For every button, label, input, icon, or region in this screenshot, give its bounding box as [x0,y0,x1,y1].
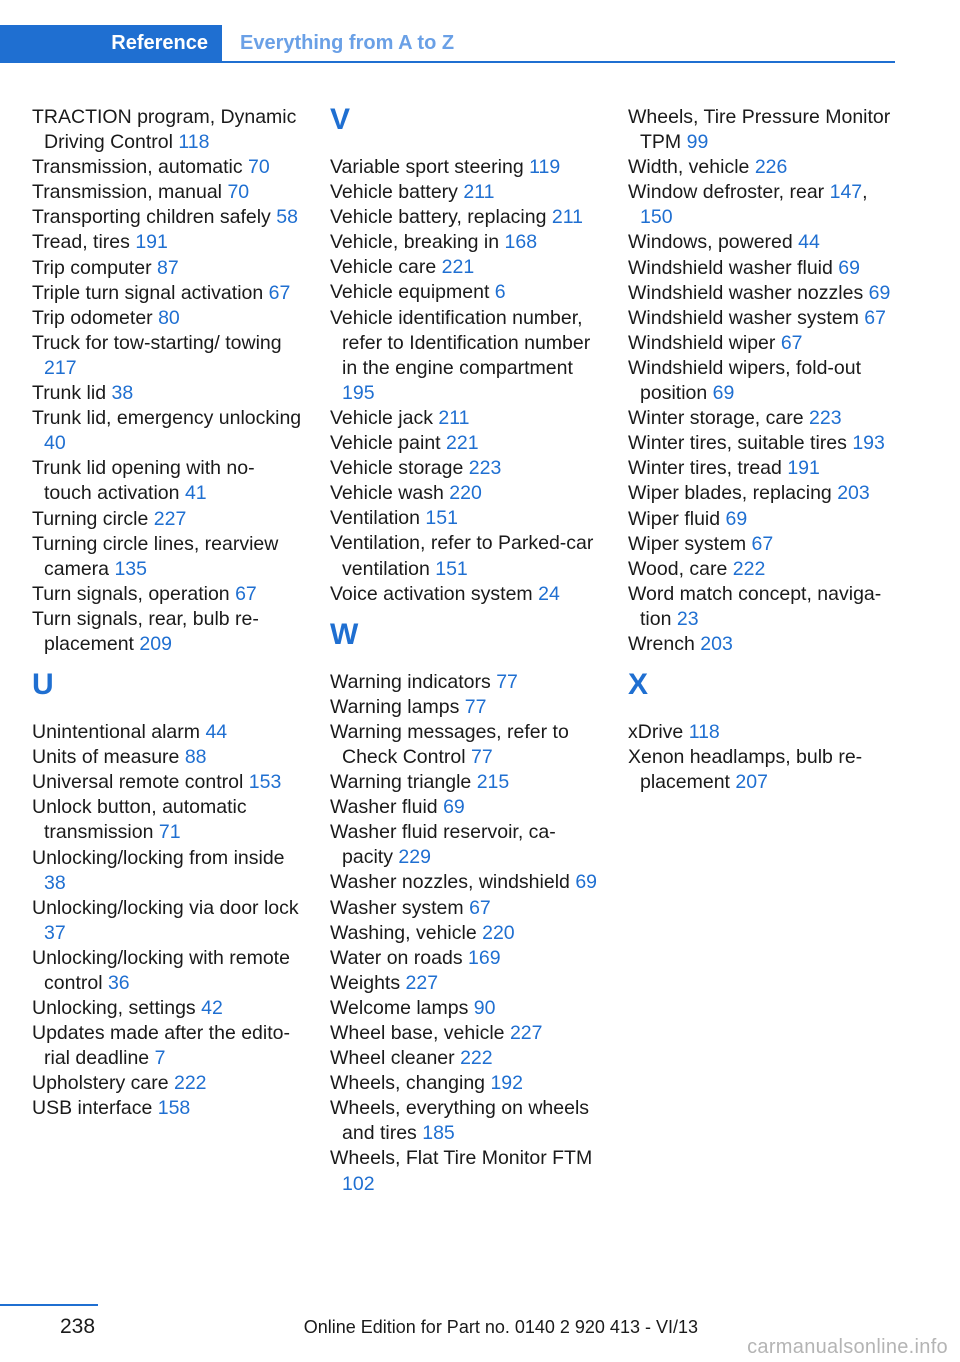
index-entry [32,456,302,506]
index-entry-text: Transmission, automatic [32,156,243,179]
index-column-2 [330,105,600,1197]
index-entry-text: TRACTION program, Dynamic Driving Control [32,106,297,154]
page-reference-link[interactable]: 191 [787,457,820,480]
index-entry-text: Unlocking/locking with remote control [32,946,290,994]
index-entry [330,1071,600,1096]
index-entry-text: Washer fluid reservoir, capacity [330,821,556,869]
index-entry-text: Warning indicators [330,670,491,693]
page-reference-link[interactable]: 229 [398,846,431,869]
index-entry-text: Weights [330,971,401,994]
index-column-3 [628,105,898,795]
index-entry [330,695,600,720]
page-reference-link[interactable]: 226 [754,156,788,179]
index-entry [628,331,898,356]
page-reference-link[interactable]: 151 [435,557,468,580]
index-entry [32,996,302,1021]
index-entry [628,745,898,795]
index-entry-text: Warning lamps [330,695,460,718]
index-entry [330,280,600,305]
page-reference-link[interactable]: 24 [538,582,560,605]
index-entry-text: Turn signals, operation [32,582,230,605]
index-entry-text: Trip odometer [32,306,153,329]
index-entry-text: Variable sport steering [330,156,524,178]
page-reference-link[interactable]: 90 [473,996,496,1019]
index-entry-text: Winter tires, tread [628,457,782,480]
index-entry [628,155,898,180]
index-entry-text: Wheels, Tire Pressure Monitor TPM [628,106,891,154]
index-entry [330,205,600,230]
index-entry-text: Washer system [330,896,464,919]
index-entry [330,230,600,255]
index-entry-text: Width, vehicle [628,156,750,179]
page-reference-link[interactable]: 42 [201,997,223,1020]
index-entry [628,481,898,506]
page-reference-link[interactable]: 38 [44,871,66,894]
page-reference-link[interactable]: 223 [468,457,502,480]
page-reference-link[interactable]: 36 [107,972,130,994]
subsection-title: Everything from A to Z [240,31,455,54]
index-entry-text: Unlocking/locking via door lock [32,896,299,919]
index-entry-text: Updates made after the editorial deadline [32,1022,290,1070]
index-entry-text: Window defroster, rear [628,181,825,204]
page-reference-link[interactable]: 44 [205,721,228,744]
index-entry-text: Vehicle equipment [330,281,490,304]
page-reference-link[interactable]: 69 [838,256,860,279]
page-reference-link[interactable]: 215 [476,771,510,794]
page-reference-link[interactable]: 58 [276,206,298,229]
index-entry-text: Vehicle storage [330,457,464,480]
page-reference-link[interactable]: 147 [829,181,863,204]
index-entry [330,946,600,971]
index-entry [628,306,898,331]
index-entry-text: Warning triangle [330,771,472,794]
page-reference-link[interactable]: 67 [780,331,803,354]
index-entry-text: Winter storage, care [628,407,804,430]
page-reference-link[interactable]: 227 [509,1022,543,1044]
index-entry-text: Vehicle care [330,256,437,279]
index-entry-text: Washing, vehicle [330,921,477,944]
index-entry [32,180,302,205]
index-entry-text: Unlocking, settings [32,997,196,1020]
index-entry-text: Turning circle lines, rearview camera [32,532,279,580]
index-entry [330,531,600,581]
index-entry-text: Water on roads [330,946,463,969]
index-entry [330,481,600,506]
index-entry [628,582,898,632]
index-entry [628,230,898,255]
index-entry-text: Turn signals, rear, bulb replacement [32,607,259,655]
index-entry-text: Wiper fluid [628,507,721,530]
page-reference-link[interactable]: 7 [154,1047,166,1070]
page-reference-link[interactable]: 217 [44,356,77,379]
index-entry [330,1096,600,1146]
page-reference-link[interactable]: 69 [868,281,891,304]
page-reference-link[interactable]: 6 [494,281,506,304]
page-reference-link[interactable]: 118 [178,131,210,154]
page-reference-link[interactable]: 193 [852,432,885,455]
index-entry-text: Trunk lid [32,382,107,405]
page-reference-link[interactable]: 70 [227,181,250,204]
index-entry [32,795,302,845]
index-entry [32,331,302,381]
page-reference-link[interactable]: 221 [446,432,479,455]
index-entry-text: Wiper system [628,532,747,555]
page-reference-link[interactable]: 168 [504,231,538,254]
index-entry-text: Windshield wiper [628,331,776,354]
index-entry [330,582,600,607]
index-entry [628,406,898,431]
index-entry [32,281,302,306]
index-entry [32,507,302,532]
index-entry-text: Trip computer [32,256,152,279]
page-reference-link[interactable]: 223 [809,407,842,430]
edition-note: Online Edition for Part no. 0140 2 920 413 - VI/13 [303,1317,698,1337]
index-entry-text: Vehicle paint [330,432,441,455]
index-entry [330,795,600,820]
page-reference-link[interactable]: 220 [449,482,482,505]
index-entry [628,256,898,281]
page-reference-link[interactable]: 203 [700,632,733,655]
index-entry [32,1071,302,1096]
index-entry-text: Wheels, Flat Tire Monitor FTM [330,1147,593,1170]
index-entry [330,896,600,921]
index-letter-heading: W [330,617,359,651]
page-reference-link[interactable]: 211 [463,181,495,204]
page-reference-link[interactable]: 211 [438,406,470,429]
index-entry-text: Wheels, everything on wheels and tires [330,1097,590,1145]
index-entry-text: Wheels, changing [330,1072,486,1095]
index-entry [628,281,898,306]
index-entry-text: Wheel base, vehicle [330,1022,505,1044]
index-entry [330,720,600,770]
footer-rule [0,1304,98,1306]
page-reference-link[interactable]: 41 [184,482,207,505]
page-reference-link[interactable]: 222 [732,557,766,580]
index-entry-text: Vehicle identification number, refer to Identification number in the engine compartment [330,306,591,379]
index-entry [32,896,302,946]
index-entry [330,431,600,456]
page-reference-link[interactable]: 211 [551,206,583,229]
index-entry [330,406,600,431]
index-entry [32,205,302,230]
page-reference-link[interactable]: 102 [342,1172,375,1195]
index-letter-heading: X [628,668,649,702]
index-entry-text: Windshield wipers, fold-out position [628,356,862,405]
index-entry [32,256,302,281]
page-reference-link[interactable]: 67 [469,896,491,919]
page-reference-link[interactable]: 158 [157,1097,191,1120]
index-entry-text: Vehicle battery, replacing [330,206,547,229]
index-entry [32,155,302,180]
index-entry [32,1021,302,1071]
index-entry [628,632,898,657]
page-reference-link[interactable]: 207 [735,771,768,794]
index-entry-text: Windshield washer system [628,306,859,329]
index-entry-text: Windows, powered [628,231,793,254]
page-reference-link[interactable]: 119 [529,156,561,178]
page-reference-link[interactable]: 227 [153,507,187,530]
page-reference-link[interactable]: 80 [158,306,180,329]
index-entry [330,180,600,205]
page-reference-link[interactable]: 99 [686,131,709,154]
page-reference-link[interactable]: 69 [575,871,598,894]
index-entry-text: Transmission, manual [32,181,223,204]
page-reference-link[interactable]: 67 [751,532,774,555]
page-reference-link[interactable]: 169 [468,946,501,969]
index-entry [628,557,898,582]
index-entry-text: Voice activation system [330,582,533,605]
index-entry [330,996,600,1021]
index-entry [330,1046,600,1071]
index-entry-text: Windshield washer fluid [628,256,833,279]
index-entry-text: Xenon headlamps, bulb replacement [628,746,863,794]
index-entry [628,356,898,406]
index-entry [628,456,898,481]
page-number: 238 [60,1315,96,1338]
page-reference-link[interactable]: 118 [688,721,720,744]
index-entry [628,532,898,557]
index-entry-text: Wheel cleaner [330,1047,455,1070]
index-entry-text: Ventilation [330,507,420,530]
page-reference-link[interactable]: 38 [111,382,134,405]
page-reference-link[interactable]: 192 [490,1072,523,1095]
page-reference-link[interactable]: 87 [156,256,179,279]
index-entry-text: Transporting children safely [32,206,271,229]
page-reference-link[interactable]: 37 [44,921,66,944]
index-entry [330,820,600,870]
index-entry-text: Washer fluid [330,796,438,819]
index-entry-text: Warning messages, refer to Check Control [330,720,569,768]
page-reference-link[interactable]: 88 [184,746,207,769]
page-reference-link[interactable]: 71 [158,821,181,844]
index-entry-text: Winter tires, suitable tires [628,432,847,455]
page-reference-link[interactable]: 153 [248,771,282,794]
page-reference-link[interactable]: 135 [114,557,147,580]
index-entry [32,406,302,456]
page-header [0,25,895,63]
page-reference-link[interactable]: 150 [640,206,673,229]
page-reference-link[interactable]: 77 [470,745,493,768]
page-reference-link[interactable]: 67 [268,281,291,304]
index-entry-text: Upholstery care [32,1072,169,1095]
section-tab: Reference [0,25,222,61]
index-entry [330,255,600,280]
index-entry [330,870,600,895]
index-entry [330,670,600,695]
page-reference-link[interactable]: 69 [712,382,735,405]
index-entry [32,607,302,657]
page-reference-link[interactable]: 77 [464,695,487,718]
index-entry-text: Vehicle battery [330,181,458,204]
index-entry [32,846,302,896]
page-reference-link[interactable]: 69 [725,507,748,530]
index-entry-text: Turning circle [32,507,149,530]
index-entry-text: Wrench [628,632,695,655]
index-entry-text: Tread, tires [32,231,130,254]
page-reference-link[interactable]: 77 [496,670,518,693]
index-entry [628,431,898,456]
index-entry-text: Unlocking/locking from inside [32,846,285,869]
index-entry [32,582,302,607]
index-entry [330,506,600,531]
index-entry-text: Word match concept, navigation [628,582,882,630]
index-entry-text: Triple turn signal activation [32,281,264,304]
index-entry [330,456,600,481]
page-reference-link[interactable]: 221 [441,256,475,279]
index-entry [32,105,302,155]
index-entry-text: Units of measure [32,746,180,769]
index-entry-text: Unlock button, automatic transmission [32,796,247,844]
page-reference-link[interactable]: 220 [482,921,515,944]
page-reference-link[interactable]: 222 [173,1072,207,1095]
page-reference-link[interactable]: 203 [837,482,870,505]
index-entry [32,532,302,582]
page-reference-link[interactable]: 69 [443,796,465,819]
page-reference-link[interactable]: 23 [676,607,699,630]
page-reference-link[interactable]: 70 [248,156,270,179]
page-reference-link[interactable]: 40 [44,432,66,455]
index-entry [330,770,600,795]
index-entry [32,230,302,255]
index-entry-text: Unintentional alarm [32,721,201,744]
index-entry-text: Welcome lamps [330,996,469,1019]
page-reference-link[interactable]: 209 [139,632,172,655]
index-entry-text: Washer nozzles, windshield [330,871,570,894]
index-entry-text: Vehicle, breaking in [330,231,500,254]
index-entry [32,745,302,770]
index-entry-text: Wood, care [628,557,728,580]
page-reference-link[interactable]: 191 [135,231,168,254]
index-entry [32,1096,302,1121]
index-entry [32,306,302,331]
index-entry-text: Vehicle jack [330,406,433,429]
index-entry-text: Vehicle wash [330,482,444,505]
index-entry [628,720,898,745]
index-entry [330,306,600,406]
watermark: carmanualsonline.info [747,1336,948,1358]
index-entry [628,105,898,155]
index-column-1 [32,105,302,1122]
page-reference-link[interactable]: 151 [425,507,458,530]
index-entry-text: Ventilation, refer to Parked-car ventilation [330,532,594,580]
index-entry-text: Trunk lid, emergency unlocking [32,407,302,430]
index-letter-heading: V [330,103,351,136]
index-entry-text: Trunk lid opening with no-touch activation [32,457,255,505]
page-reference-link[interactable]: 195 [342,381,375,404]
page-reference-link[interactable]: 222 [460,1047,493,1070]
index-entry-text: USB interface [32,1097,153,1120]
index-entry-text: Wiper blades, replacing [628,482,832,505]
index-entry [330,155,600,180]
page-reference-link[interactable]: 44 [798,231,820,254]
index-entry-text: Windshield washer nozzles [628,281,864,304]
index-letter-heading: U [32,668,54,702]
index-entry: Window defroster, rear 147, 150 [628,181,868,229]
index-entry-text: xDrive [628,721,684,744]
page-reference-link[interactable]: 67 [235,582,257,605]
page-reference-link[interactable]: 227 [405,971,439,994]
index-entry [32,720,302,745]
index-entry [330,921,600,946]
index-entry [32,381,302,406]
index-entry [32,946,302,996]
index-entry [330,1021,600,1046]
index-entry [330,1146,600,1196]
index-entry [628,507,898,532]
page-reference-link[interactable]: 185 [422,1122,455,1145]
index-entry [330,971,600,996]
page-reference-link[interactable]: 67 [864,306,886,329]
index-entry [32,770,302,795]
index-entry-text: Universal remote control [32,771,244,794]
index-entry-text: Truck for tow-starting/ towing [32,331,282,354]
